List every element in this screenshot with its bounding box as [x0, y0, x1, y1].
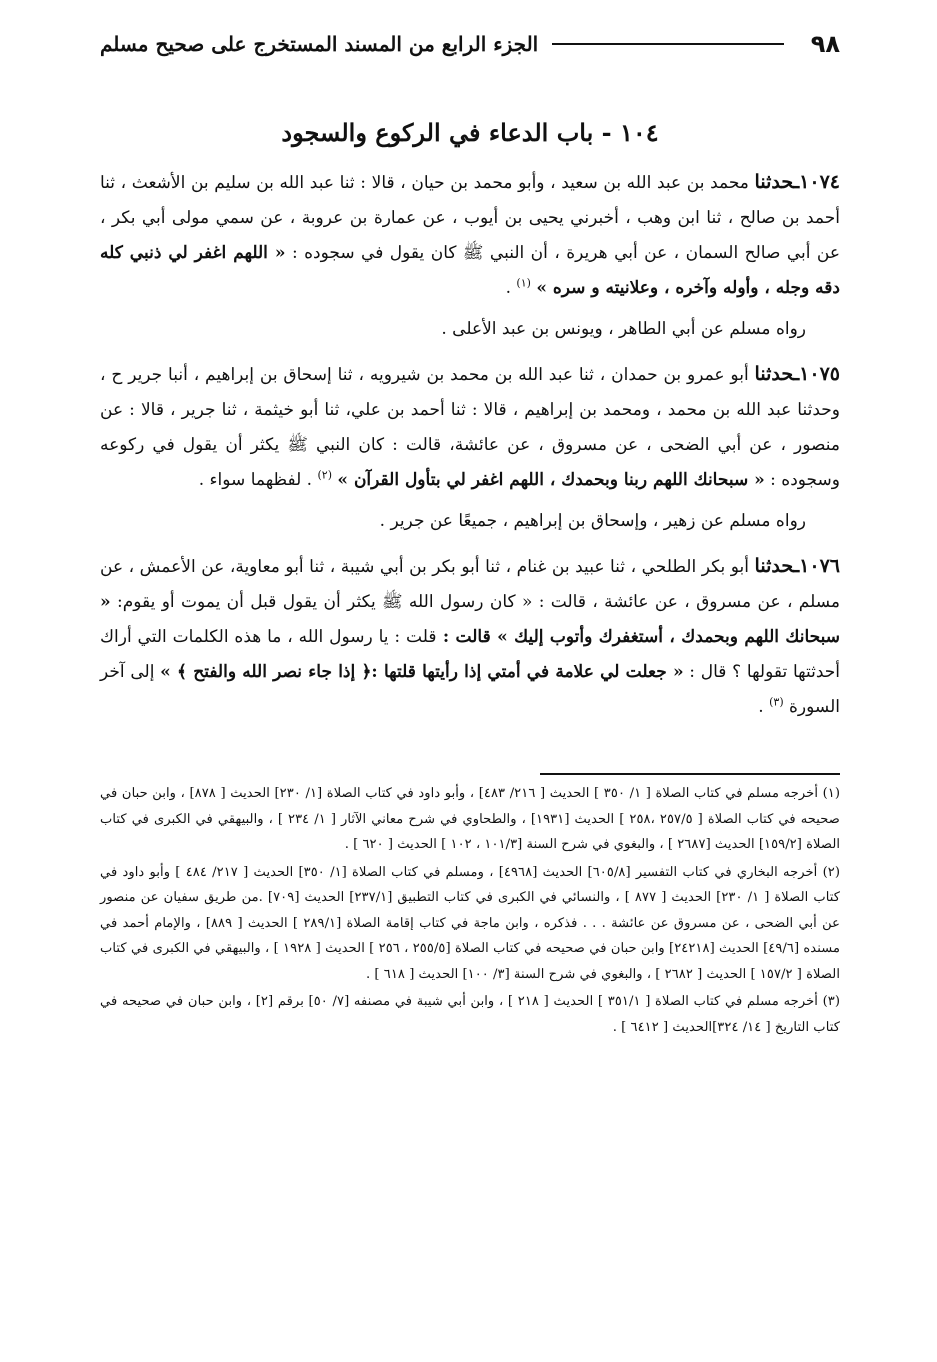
hadith-tail: . لفظهما سواء . [198, 470, 318, 490]
footnote-reference: (٣) [769, 695, 784, 709]
haddathana-word: ـحدثنا [754, 171, 800, 193]
hadith-matn-continued: « جعلت لي علامة في أمتي إذا رأيتها قلتها :﴿ إذا جاء نصر الله والفتح ﴾ » [160, 662, 684, 682]
hadith-number: ١٠٧٥ [799, 363, 840, 385]
hadith-tail-prefix: إلى آخر السورة [100, 662, 840, 717]
haddathana-word: ـحدثنا [754, 363, 800, 385]
hadith-1076 [100, 549, 840, 725]
riwaya-note: رواه مسلم عن زهير ، وإسحاق بن إبراهيم ، جميعًا عن جرير . [379, 511, 806, 531]
hadith-isnad: أبو بكر الطلحي ، ثنا عبيد بن غنام ، ثنا أبو بكر بن أبي شيبة ، ثنا أبو معاوية، عن الأعمش ، عن مسلم ، عن مسروق ، عن عائشة ، قالت : « كان رسول الله ﷺ يكثر أن يقول قبل أن يموت أو يقوم: [100, 557, 840, 612]
page-header [100, 18, 840, 70]
footnote-3 [100, 989, 840, 1040]
footnote-text: أخرجه البخاري في كتاب التفسير [٦٠٥/٨] الحديث [٤٩٦٨] ، ومسلم في كتاب الصلاة [١/ ٣٥٠] الحديث [ ٢١٧/ ٤٨٤ ] وأبو داود في كتاب الصلاة [ ١/ ٢٣٠] الحديث [ ٨٧٧ ] ، والنسائي في الكبرى في كتاب التطبيق [٢٣٧/١] الحديث [٧٠٩] .من طريق سفيان عن منصور عن أبي الضحى ، عن مسروق عن عائشة . . . فذكره ، وابن ماجة في كتاب إقامة الصلاة [٢٨٩/١ ] الحديث [ ٨٨٩] ، والإمام أحمد في مسنده [٤٩/٦] الحديث [٢٤٢١٨] وابن حبان في صحيحه في كتاب الصلاة [٢٥٥/٥ ، ٢٥٦ ] الحديث [ ١٩٢٨ ] ، والبيهقي في الكبرى في كتاب الصلاة [ ١٥٧/٢ ] الحديث [ ٢٦٨٢ ] ، والبغوي في شرح السنة [٣/ ١٠٠] الحديث [ ٦١٨ ] . [100, 864, 841, 982]
footnote-reference: (١) [516, 276, 531, 290]
footnote-number: (١) [822, 786, 840, 801]
footnote-text: أخرجه مسلم في كتاب الصلاة [ ١/ ٣٥٠ ] الحديث [ ٢١٦/ ٤٨٣] ، وأبو داود في كتاب الصلاة [١/ ٢٣٠] الحديث [ ٨٧٨] ، وابن حبان في صحيحه في كتاب الصلاة [ ٢٥٧/٥ ،٢٥٨ ] الحديث [١٩٣١] ، والطحاوي في شرح معاني الآثار [ ١/ ٢٣٤ ] ، والبيهقي في الكبرى في كتاب الصلاة [١٥٩/٢] الحديث [٢٦٨٧ ] ، والبغوي في شرح السنة [١٠١/٣ ، ١٠٢ ] الحديث [ ٦٢٠ ] . [100, 786, 840, 852]
hadith-tail: . [505, 278, 517, 298]
hadith-isnad: محمد بن عبد الله بن سعيد ، وأبو محمد بن حيان ، قالا : ثنا عبد الله بن سليم بن الأشعث ، ثنا أحمد بن صالح ، ثنا ابن وهب ، أخبرني يحيى بن أيوب ، عن عمارة بن عروبة ، عن سمي مولى أبي بكر ، عن أبي صالح السمان ، عن أبي هريرة ، أن النبي ﷺ كان يقول في سجوده : [100, 173, 840, 263]
footnote-2 [100, 860, 840, 988]
riwaya-note: رواه مسلم عن أبي الطاهر ، ويونس بن عبد الأعلى . [441, 319, 806, 339]
footnote-1 [100, 781, 840, 858]
footnote-text: أخرجه مسلم في كتاب الصلاة [ ٣٥١/١ ] الحديث [ ٢١٨ ] ، وابن أبي شيبة في مصنفه [٧/ ٥٠] برقم [٢] ، وابن حبان في صحيحه في كتاب التاريخ [ ١٤/ ٣٢٤]الحديث [ ٦٤١٢ ] . [100, 994, 840, 1035]
chapter-title: ١٠٤ - باب الدعاء في الركوع والسجود [281, 118, 659, 147]
running-title: الجزء الرابع من المسند المستخرج على صحيح مسلم [100, 32, 539, 56]
hadith-1074 [100, 165, 840, 306]
hadith-number: ١٠٧٦ [799, 555, 840, 577]
hadith-matn: « سبحانك اللهم ربنا وبحمدك ، اللهم اغفر لي بتأول القرآن » [337, 470, 765, 490]
footnote-number: (٢) [822, 864, 840, 880]
haddathana-word: ـحدثنا [754, 555, 800, 577]
hadith-isnad-continued: قلت : يا رسول الله ، ما هذه الكلمات التي أراك أحدثتها تقولها ؟ قال : [100, 627, 840, 682]
footnote-reference: (٢) [317, 468, 332, 482]
hadith-1075 [100, 357, 840, 498]
hadith-tail: . [758, 697, 770, 717]
hadith-number: ١٠٧٤ [799, 171, 840, 193]
hadith-isnad: أبو عمرو بن حمدان ، ثنا عبد الله بن محمد بن شيرويه ، ثنا إسحاق بن إبراهيم ، أنبا جرير ح ، وحدثنا عبد الله بن محمد ، ومحمد بن إبراهيم ، قالا : ثنا أحمد بن علي، ثنا أبو خيثمة ، ثنا جرير ، قالا : عن منصور ، عن أبي الضحى ، عن مسروق ، عن عائشة، قالت : كان النبي ﷺ يكثر أن يقول في ركوعه وسجوده : [100, 365, 840, 490]
book-page [100, 18, 840, 1042]
hadith-matn: « اللهم اغفر لي ذنبي كله دقه وجله ، وأوله وآخره ، وعلانيته و سره » [100, 243, 840, 298]
footnote-number: (٣) [822, 994, 841, 1009]
header-rule [552, 43, 784, 45]
page-number: ٩٨ [810, 30, 840, 58]
footnote-separator [540, 773, 840, 775]
hadith-matn: « سبحانك اللهم وبحمدك ، أستغفرك وأتوب إليك » قالت : [100, 592, 840, 647]
